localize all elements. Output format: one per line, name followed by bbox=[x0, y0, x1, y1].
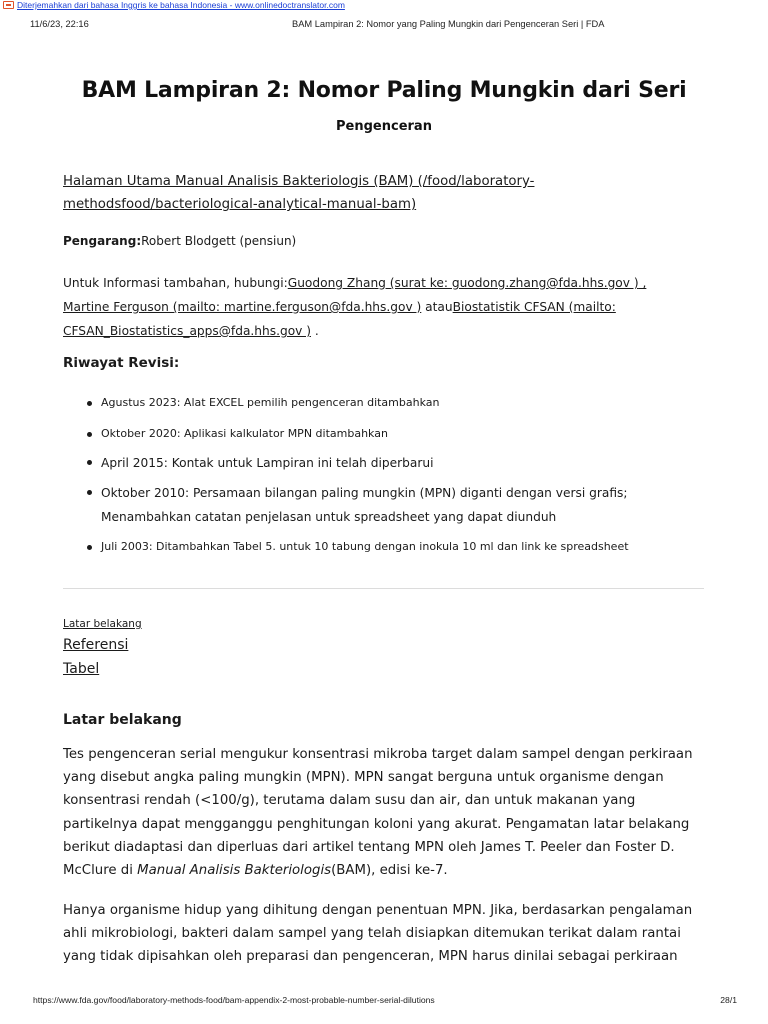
bam-home-link[interactable] bbox=[63, 174, 534, 212]
para1-text-b: (BAM), edisi ke-7. bbox=[331, 863, 448, 879]
print-page-number: 28/1 bbox=[720, 995, 737, 1005]
toc-link-references[interactable]: Referensi bbox=[63, 637, 129, 653]
contact-separator-2: atau bbox=[421, 300, 453, 314]
contact-link-ferguson[interactable]: Martine Ferguson (mailto: martine.ferguson@fda.hhs.gov ) bbox=[63, 300, 422, 314]
print-url: https://www.fda.gov/food/laboratory-methods-food/bam-appendix-2-most-probable-number-serial-dilutions bbox=[33, 995, 435, 1005]
contact-suffix: . bbox=[311, 324, 319, 338]
list-item-line2: Menambahkan catatan penjelasan untuk spreadsheet yang dapat diunduh bbox=[101, 510, 557, 524]
list-item bbox=[63, 481, 713, 529]
pdf-translate-icon bbox=[3, 1, 14, 9]
list-item: April 2015: Kontak untuk Lampiran ini telah diperbarui bbox=[63, 451, 713, 475]
list-item: Oktober 2020: Aplikasi kalkulator MPN ditambahkan bbox=[63, 426, 713, 442]
para1-italic-title: Manual Analisis Bakteriologis bbox=[137, 863, 332, 879]
list-item: Agustus 2023: Alat EXCEL pemilih pengenceran ditambahkan bbox=[63, 395, 713, 411]
print-date: 11/6/23, 22:16 bbox=[30, 19, 89, 29]
contact-prefix: Untuk Informasi tambahan, hubungi: bbox=[63, 276, 288, 290]
author-line bbox=[63, 232, 713, 250]
home-link-block bbox=[63, 170, 713, 216]
print-page-title: BAM Lampiran 2: Nomor yang Paling Mungkin dari Pengenceran Seri | FDA bbox=[292, 19, 605, 29]
contact-paragraph bbox=[63, 271, 713, 343]
contact-link-zhang[interactable]: Guodong Zhang (surat ke: guodong.zhang@fda.hhs.gov ) bbox=[287, 276, 639, 290]
author-name: Robert Blodgett (pensiun) bbox=[141, 234, 297, 248]
author-label: Pengarang: bbox=[63, 234, 142, 248]
background-paragraph-2: Hanya organisme hidup yang dihitung dengan penentuan MPN. Jika, berdasarkan pengalaman ahli mikrobiologi, bakteri dalam sampel yang telah disiapkan ditemukan terikat dalam rantai yang tidak dipisahkan oleh preparasi dan pengenceran, MPN harus dinilai sebagai perkiraan bbox=[63, 903, 693, 965]
background-heading: Latar belakang bbox=[63, 712, 182, 728]
translator-banner bbox=[3, 0, 345, 10]
translator-link[interactable]: Diterjemahkan dari bahasa Inggris ke bahasa Indonesia - www.onlinedoctranslator.com bbox=[17, 0, 345, 10]
list-item: Juli 2003: Ditambahkan Tabel 5. untuk 10 tabung dengan inokula 10 ml dan link ke spreadsheet bbox=[63, 539, 713, 555]
toc-link-background[interactable]: Latar belakang bbox=[63, 618, 142, 630]
home-link-line1: Halaman Utama Manual Analisis Bakteriologis (BAM) (/food/laboratory- bbox=[63, 174, 535, 189]
contact-link-biostat-line1: Biostatistik CFSAN (mailto: bbox=[452, 300, 616, 314]
page-subtitle: Pengenceran bbox=[336, 119, 432, 134]
para1-text-a: Tes pengenceran serial mengukur konsentrasi mikroba target dalam sampel dengan perkiraan yang disebut angka paling mungkin (MPN). MPN sangat berguna untuk organisme dengan konsentrasi rendah (<100/g), terutama dalam susu dan air, dan untuk makanan yang partikelnya dapat mengganggu penghitungan koloni yang akurat. Pengamatan latar belakang berikut diadaptasi dan diperluas dari artikel tentang MPN oleh James T. Peeler dan Foster D. McClure di bbox=[63, 747, 693, 879]
contact-link-biostat-line2: CFSAN_Biostatistics_apps@fda.hhs.gov ) bbox=[63, 324, 311, 338]
list-item-line1: Oktober 2010: Persamaan bilangan paling mungkin (MPN) diganti dengan versi grafis; bbox=[101, 486, 628, 500]
toc-link-tables[interactable]: Tabel bbox=[63, 661, 100, 677]
home-link-line2: methodsfood/bacteriological-analytical-manual-bam) bbox=[63, 197, 417, 212]
background-paragraph-1 bbox=[63, 743, 713, 882]
contact-separator: , bbox=[638, 276, 647, 290]
print-header bbox=[0, 19, 768, 31]
revision-list bbox=[63, 395, 713, 555]
page-title: BAM Lampiran 2: Nomor Paling Mungkin dari Seri bbox=[81, 78, 687, 103]
revision-history-heading: Riwayat Revisi: bbox=[63, 355, 180, 371]
section-divider bbox=[63, 588, 704, 589]
